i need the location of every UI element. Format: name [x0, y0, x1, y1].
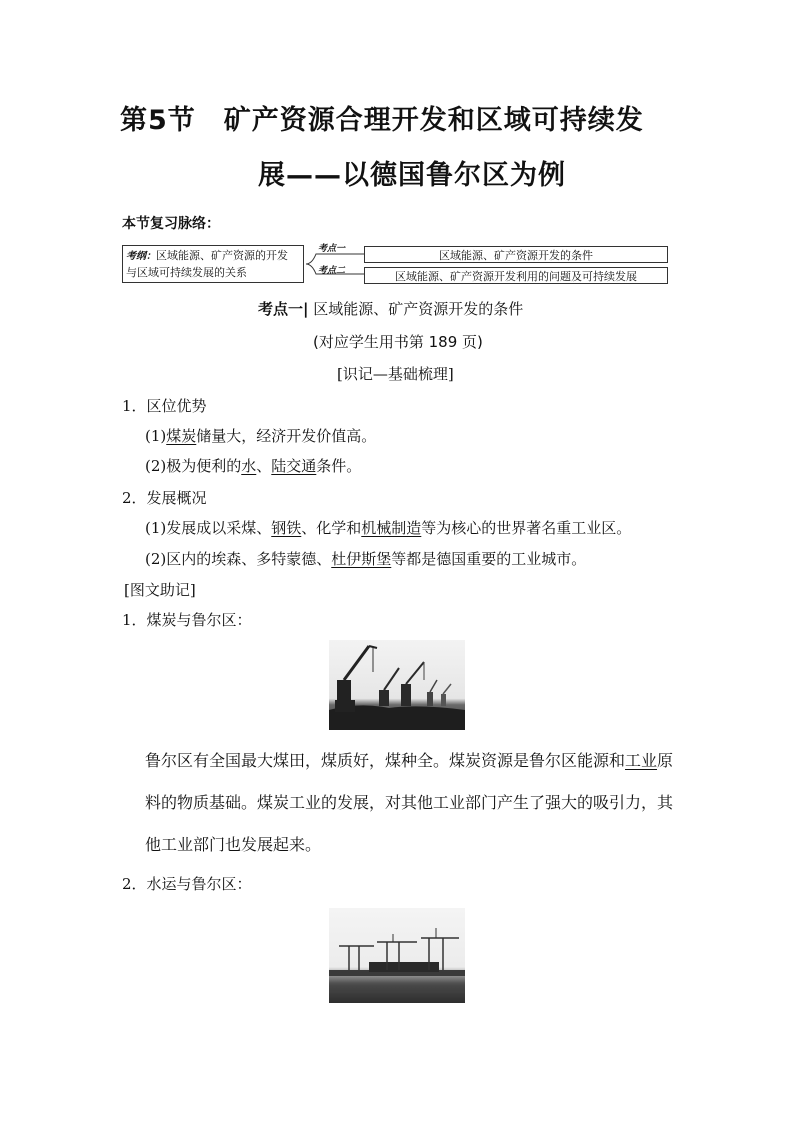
section-heading-tag: 考点一|	[258, 300, 309, 318]
coal-cranes-photo	[329, 640, 465, 730]
item2-line2	[145, 548, 586, 569]
item2-l2-underline: 杜伊斯堡	[331, 550, 392, 568]
water-title: 2．水运与鲁尔区：	[122, 875, 252, 893]
memo-heading: [识记—基础梳理]	[337, 365, 454, 383]
item2-l2-pre: (2)区内的埃森、多特蒙德、	[145, 550, 332, 568]
item1-l2-pre: (2)极为便利的	[145, 457, 242, 475]
coal-paragraph-line3: 他工业部门也发展起来。	[145, 835, 322, 854]
item2-l1-mid: 、化学和	[301, 519, 362, 537]
memo2-heading: [图文助记]	[124, 581, 196, 599]
item1-l1-post: 储量大，经济开发价值高。	[196, 427, 377, 445]
coal-p1-underline: 工业	[625, 751, 658, 770]
item1-l1-pre: (1)	[145, 427, 167, 445]
coal-p1-pre: 鲁尔区有全国最大煤田，煤质好，煤种全。煤炭资源是鲁尔区能源和	[145, 751, 626, 770]
item1-title: 1．区位优势	[122, 397, 207, 415]
coal-paragraph-line1	[145, 748, 673, 771]
book-reference: (对应学生用书第 189 页)	[313, 333, 483, 351]
coal-p1-post: 原	[657, 751, 674, 770]
item1-l2-mid: 、	[256, 457, 272, 475]
outline-line2: 与区域可持续发展的关系	[126, 266, 247, 279]
coal-paragraph-line2: 料的物质基础。煤炭工业的发展，对其他工业部门产生了强大的吸引力，其	[145, 793, 674, 812]
page-title-line2: 展——以德国鲁尔区为例	[258, 160, 566, 191]
outline-line1: 区域能源、矿产资源的开发	[156, 249, 288, 262]
item2-line1	[145, 517, 631, 538]
item2-l1-underline2: 机械制造	[361, 519, 422, 537]
outline-box	[122, 245, 304, 283]
point2-tag: 考点二	[318, 266, 346, 276]
item2-l2-post: 等都是德国重要的工业城市。	[391, 550, 587, 568]
section-heading	[258, 298, 523, 319]
item1-l2-underline1: 水	[241, 457, 257, 475]
item1-l1-underline: 煤炭	[166, 427, 197, 445]
item2-l1-underline1: 钢铁	[271, 519, 302, 537]
item1-line1	[145, 425, 376, 446]
review-label: 本节复习脉络：	[122, 216, 220, 232]
outline-prefix: 考纲：	[126, 251, 156, 262]
port-cranes-photo	[329, 908, 465, 1003]
section-heading-text: 区域能源、矿产资源开发的条件	[313, 300, 524, 318]
page-title-line1: 第5节 矿产资源合理开发和区域可持续发	[120, 105, 644, 136]
item1-l2-post: 条件。	[316, 457, 362, 475]
point1-box: 区域能源、矿产资源开发的条件	[364, 246, 668, 263]
point2-box: 区域能源、矿产资源开发利用的问题及可持续发展	[364, 267, 668, 284]
point1-tag: 考点一	[318, 244, 346, 254]
item2-title: 2．发展概况	[122, 489, 207, 507]
item1-line2	[145, 455, 361, 476]
item2-l1-post: 等为核心的世界著名重工业区。	[421, 519, 632, 537]
item2-l1-pre: (1)发展成以采煤、	[145, 519, 272, 537]
coal-title: 1．煤炭与鲁尔区：	[122, 611, 252, 629]
item1-l2-underline2: 陆交通	[271, 457, 317, 475]
